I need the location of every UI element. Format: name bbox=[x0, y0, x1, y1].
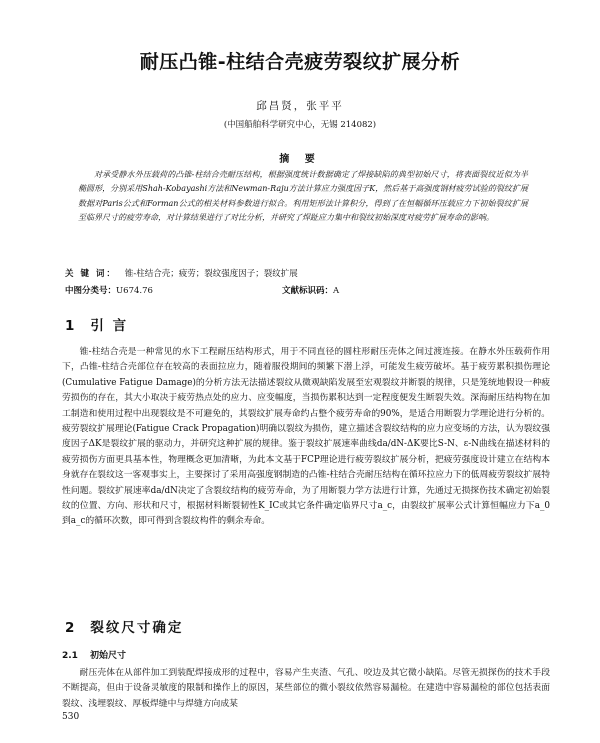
section-1-text: 锥-柱结合壳是一种常见的水下工程耐压结构形式，用于不同直径的圆柱形耐压壳体之间过渡连接。在静水外压载荷作用下，凸锥-柱结合壳部位存在较高的表面拉应力，随着服役期间的频繁下潜上浮，可能发生疲劳破坏。基于疲劳累积损伤理论(Cumulative Fatigue Damage)的分析方法无法描述裂纹从微观缺陷发展至宏观裂纹并断裂的规律，只是笼统地假设一种疲劳损伤的存在，其大小取决于疲劳热点处的应力、应变幅度，当损伤累积达到一定程度便发生断裂失效。深海耐压结构物在加工制造和使用过程中出现裂纹是不可避免的，其裂纹扩展寿命约占整个疲劳寿命的90%，是适合用断裂力学理论进行分析的。疲劳裂纹扩展理论(Fatigue Crack Propagation)明确以裂纹为损伤，建立描述含裂纹结构的应力应变场的方法，认为裂纹强度因子ΔK是裂纹扩展的驱动力，并研究这种扩展的规律。鉴于裂纹扩展速率曲线da/dN-ΔK要比S-N、ε-N曲线在描述材料的疲劳损伤方面更具基本性，物理概念更加清晰，为此本文基于FCP理论进行疲劳裂纹扩展分析，把疲劳强度设计建立在结构本身就存在裂纹这一客观事实上，主要探讨了采用高强度钢制造的凸锥-柱结合壳耐压结构在循环拉应力下的低周疲劳裂纹扩展特性问题。裂纹扩展速率da/dN决定了含裂纹结构的疲劳寿命，为了用断裂力学方法进行计算，先通过无损探伤技术确定初始裂纹的位置、方向、形状和尺寸，根据材料断裂韧性K_IC或其它条件确定临界尺寸a_c，由裂纹扩展率公式计算恒幅应力下a_0到a_c的循环次数，即可得到含裂纹构件的剩余寿命。 bbox=[62, 347, 550, 527]
clc-label: 中图分类号： bbox=[65, 286, 117, 296]
clc-line bbox=[65, 284, 153, 296]
abstract-heading: 摘 要 bbox=[279, 154, 321, 165]
subsection-title: 初始尺寸 bbox=[89, 651, 126, 661]
abstract-text: 对承受静水外压载荷的凸锥-柱结合壳耐压结构，根据强度统计数据确定了焊接缺陷的典型初始尺寸，将表面裂纹近似为半椭圆形，分别采用Shah-Kobayashi方法和Newman-Raju方法计算应力强度因子K，然后基于高强度钢材疲劳试验的裂纹扩展数据对Paris公式和Forman公式的相关材料参数进行拟合。利用矩形法计算积分，得到了在恒幅循环压载应力下初始裂纹扩展至临界尺寸的疲劳寿命，对计算结果进行了对比分析，并研究了焊趾应力集中和裂纹初始深度对疲劳扩展寿命的影响。 bbox=[78, 170, 528, 223]
doc-label: 文献标识码： bbox=[282, 286, 334, 296]
section-1-title: 引 言 bbox=[90, 318, 129, 334]
subsection-2-1-text: 耐压壳体在从部件加工到装配焊接成形的过程中，容易产生夹渣、气孔、咬边及其它微小缺陷。尽管无损探伤的技术手段不断提高，但由于设备灵敏度的限制和操作上的原因，某些部位的微小裂纹依然容易漏检。在建造中容易漏检的部位包括表面裂纹、浅埋裂纹、厚板焊缝中与焊缝方向成某 bbox=[62, 668, 550, 709]
subsection-number: 2.1 bbox=[62, 651, 78, 661]
section-1-heading bbox=[65, 314, 128, 334]
affiliation: (中国船舶科学研究中心，无锡 214082) bbox=[223, 120, 377, 130]
section-2-title: 裂纹尺寸确定 bbox=[90, 620, 184, 636]
authors: 邱昌贤，张平平 bbox=[256, 100, 344, 112]
page-number: 530 bbox=[62, 712, 80, 722]
paper-title: 耐压凸锥-柱结合壳疲劳裂纹扩展分析 bbox=[139, 51, 461, 73]
doc-value: A bbox=[333, 286, 340, 296]
section-2-number: 2 bbox=[65, 620, 77, 636]
keywords-label: 关 键 词： bbox=[65, 269, 117, 279]
subsection-2-1-heading bbox=[62, 648, 126, 661]
keywords: 锥-柱结合壳；疲劳；裂纹强度因子；裂纹扩展 bbox=[124, 269, 298, 279]
section-2-heading bbox=[65, 616, 183, 636]
clc-value: U674.76 bbox=[116, 286, 153, 296]
doc-code-line bbox=[282, 284, 339, 296]
section-1-number: 1 bbox=[65, 318, 77, 334]
keywords-line bbox=[65, 267, 545, 279]
